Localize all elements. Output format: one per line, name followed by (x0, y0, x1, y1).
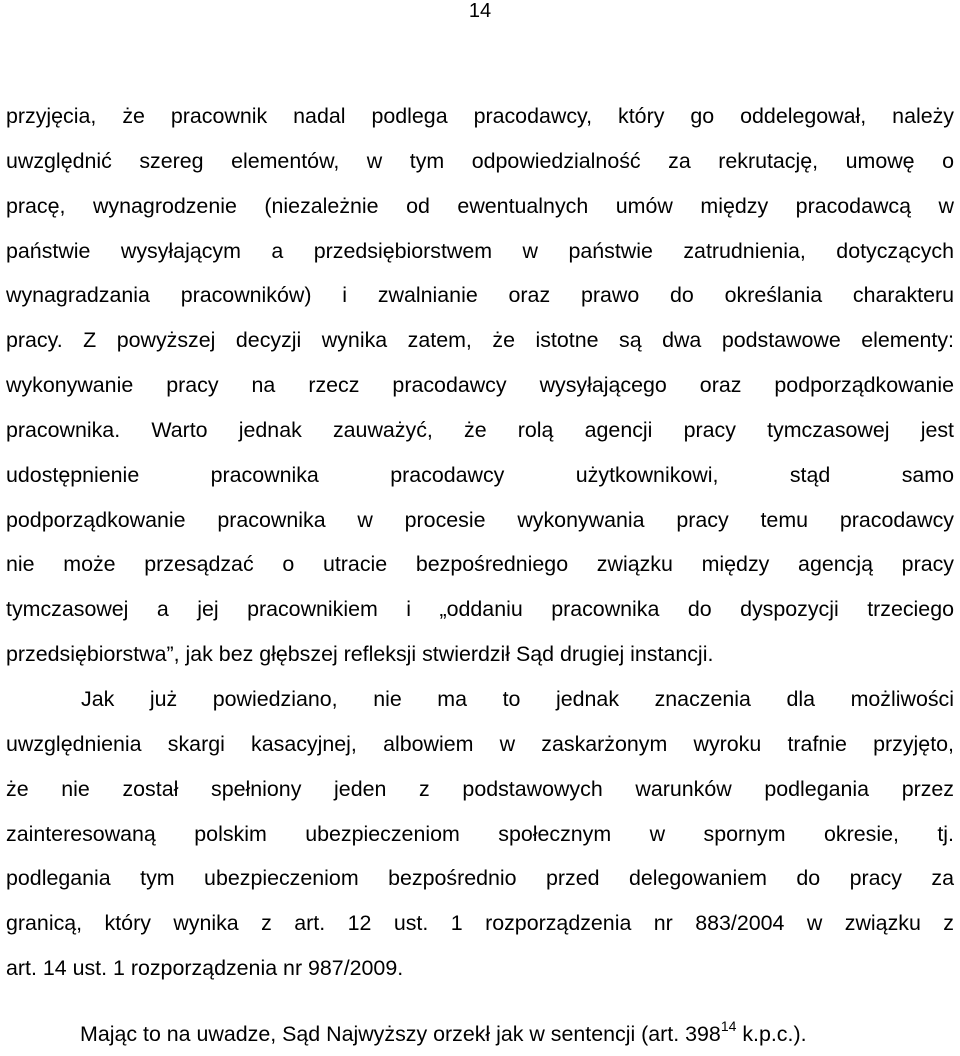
paragraph-1-line: państwie wysyłającym a przedsiębiorstwem w państwie zatrudnienia, dotyczących (6, 238, 954, 263)
paragraph-2-line: granicą, który wynika z art. 12 ust. 1 rozporządzenia nr 883/2004 w związku z (6, 911, 954, 936)
paragraph-1-line: wykonywanie pracy na rzecz pracodawcy wysyłającego oraz podporządkowanie (6, 373, 954, 398)
paragraph-2-line: uwzględnienia skargi kasacyjnej, albowiem w zaskarżonym wyroku trafnie przyjęto, (6, 731, 954, 756)
paragraph-1-line: uwzględnić szereg elementów, w tym odpowiedzialność za rekrutację, umowę o (6, 148, 954, 173)
paragraph-1-line: wynagradzania pracowników) i zwalnianie oraz prawo do określania charakteru (6, 283, 954, 308)
article-superscript: 14 (720, 1018, 737, 1034)
paragraph-2-line: że nie został spełniony jeden z podstawowych warunków podlegania przez (6, 776, 954, 801)
paragraph-1-line: pracy. Z powyższej decyzji wynika zatem, że istotne są dwa podstawowe elementy: (6, 328, 954, 353)
paragraph-1-line: podporządkowanie pracownika w procesie wykonywania pracy temu pracodawcy (6, 507, 954, 532)
paragraph-2-line: podlegania tym ubezpieczeniom bezpośrednio przed delegowaniem do pracy za (6, 866, 954, 891)
closing-text-end: k.p.c.). (736, 1022, 807, 1046)
body-text (6, 94, 954, 991)
closing-text: Mając to na uwadze, Sąd Najwyższy orzekł jak w sentencji (art. 398 (80, 1022, 721, 1046)
page-number: 14 (468, 0, 492, 22)
paragraph-1-line: pracę, wynagrodzenie (niezależnie od ewentualnych umów między pracodawcą w (6, 193, 954, 218)
paragraph-1-line: tymczasowej a jej pracownikiem i „oddaniu pracownika do dyspozycji trzeciego (6, 597, 954, 622)
paragraph-2-line: zainteresowaną polskim ubezpieczeniom społecznym w spornym okresie, tj. (6, 821, 954, 846)
paragraph-1-line: przyjęcia, że pracownik nadal podlega pracodawcy, który go oddelegował, należy (6, 104, 954, 128)
paragraph-2-line: art. 14 ust. 1 rozporządzenia nr 987/2009. (6, 956, 404, 981)
closing-sentence (80, 1012, 807, 1056)
paragraph-2-line: Jak już powiedziano, nie ma to jednak znaczenia dla możliwości (81, 686, 954, 711)
paragraph-1-line: pracownika. Warto jednak zauważyć, że rolą agencji pracy tymczasowej jest (6, 417, 954, 442)
paragraph-1-line: udostępnienie pracownika pracodawcy użytkownikowi, stąd samo (6, 462, 954, 487)
paragraph-1-line: przedsiębiorstwa”, jak bez głębszej refleksji stwierdził Sąd drugiej instancji. (6, 642, 714, 667)
paragraph-1-line: nie może przesądzać o utracie bezpośredniego związku między agencją pracy (6, 552, 954, 577)
